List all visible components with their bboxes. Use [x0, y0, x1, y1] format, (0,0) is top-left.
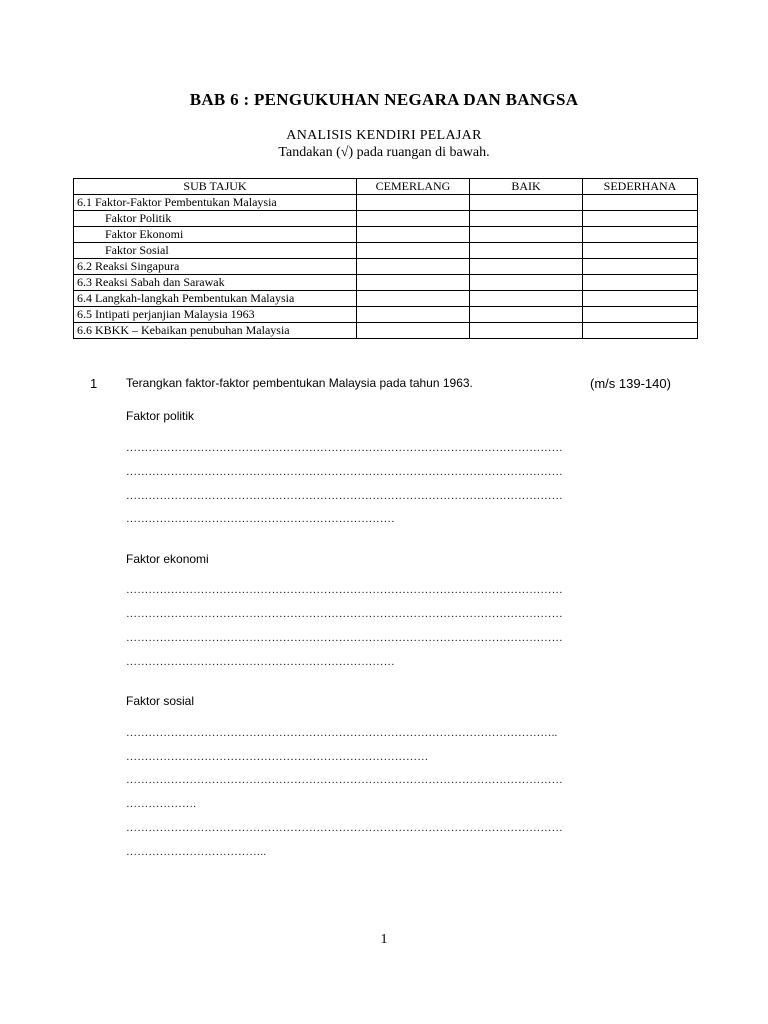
answer-line[interactable]: ………………………………………………………………	[126, 513, 395, 525]
cemerlang-cell[interactable]	[357, 195, 470, 211]
baik-cell[interactable]	[470, 307, 583, 323]
sederhana-cell[interactable]	[583, 227, 698, 243]
answer-line[interactable]: ………………………………………………………………………………………………………	[126, 608, 563, 620]
header-baik: BAIK	[470, 179, 583, 195]
row-label: 6.2 Reaksi Singapura	[74, 259, 357, 275]
row-label: 6.1 Faktor-Faktor Pembentukan Malaysia	[74, 195, 357, 211]
cemerlang-cell[interactable]	[357, 243, 470, 259]
row-label: 6.5 Intipati perjanjian Malaysia 1963	[74, 307, 357, 323]
table-row	[74, 323, 698, 339]
row-label: Faktor Ekonomi	[74, 227, 357, 243]
table-row	[74, 307, 698, 323]
question-text: Terangkan faktor-faktor pembentukan Malaysia pada tahun 1963.	[126, 376, 473, 390]
header-cemerlang: CEMERLANG	[357, 179, 470, 195]
table-row	[74, 227, 698, 243]
header-sederhana: SEDERHANA	[583, 179, 698, 195]
question-number: 1	[90, 376, 98, 391]
cemerlang-cell[interactable]	[357, 275, 470, 291]
answer-line[interactable]: ………………………………………………………………………………………………………	[126, 584, 563, 596]
sederhana-cell[interactable]	[583, 243, 698, 259]
baik-cell[interactable]	[470, 243, 583, 259]
cemerlang-cell[interactable]	[357, 323, 470, 339]
cemerlang-cell[interactable]	[357, 291, 470, 307]
sederhana-cell[interactable]	[583, 291, 698, 307]
cemerlang-cell[interactable]	[357, 307, 470, 323]
answer-line[interactable]: ………………………………………………………………………………………………………	[126, 442, 563, 454]
section-label-politik: Faktor politik	[126, 409, 195, 423]
page-reference: (m/s 139-140)	[590, 376, 671, 391]
baik-cell[interactable]	[470, 259, 583, 275]
answer-line[interactable]: ………………………………..	[126, 846, 267, 858]
sederhana-cell[interactable]	[583, 211, 698, 227]
table-row	[74, 275, 698, 291]
self-analysis-table	[73, 178, 698, 339]
row-label: 6.6 KBKK – Kebaikan penubuhan Malaysia	[74, 323, 357, 339]
sederhana-cell[interactable]	[583, 323, 698, 339]
table-row	[74, 259, 698, 275]
answer-line[interactable]: ……………………………………………………………………………………………………..	[126, 727, 558, 739]
section-label-sosial: Faktor sosial	[126, 694, 195, 708]
baik-cell[interactable]	[470, 211, 583, 227]
answer-line[interactable]: ……………….	[126, 798, 197, 810]
page-number: 1	[380, 932, 388, 947]
baik-cell[interactable]	[470, 227, 583, 243]
section-label-ekonomi: Faktor ekonomi	[126, 552, 209, 566]
answer-line[interactable]: ………………………………………………………………………………………………………	[126, 632, 563, 644]
sederhana-cell[interactable]	[583, 307, 698, 323]
answer-line[interactable]: ………………………………………………………………………………………………………	[126, 774, 563, 786]
table-row	[74, 291, 698, 307]
cemerlang-cell[interactable]	[357, 227, 470, 243]
answer-line[interactable]: ………………………………………………………………	[126, 656, 395, 668]
baik-cell[interactable]	[470, 195, 583, 211]
answer-line[interactable]: ………………………………………………………………………………………………………	[126, 490, 563, 502]
sederhana-cell[interactable]	[583, 195, 698, 211]
row-label: Faktor Sosial	[74, 243, 357, 259]
row-label: 6.4 Langkah-langkah Pembentukan Malaysia	[74, 291, 357, 307]
header-sub-tajuk: SUB TAJUK	[74, 179, 357, 195]
baik-cell[interactable]	[470, 323, 583, 339]
baik-cell[interactable]	[470, 291, 583, 307]
table-row	[74, 195, 698, 211]
answer-line[interactable]: ………………………………………………………………………………………………………	[126, 466, 563, 478]
row-label: Faktor Politik	[74, 211, 357, 227]
page-title: BAB 6 : PENGUKUHAN NEGARA DAN BANGSA	[189, 90, 579, 109]
instruction-text: Tandakan (√) pada ruangan di bawah.	[278, 145, 490, 160]
answer-line[interactable]: ………………………………………………………………………………………………………	[126, 822, 563, 834]
answer-line[interactable]: ………………………………………………………………………	[126, 751, 429, 763]
baik-cell[interactable]	[470, 275, 583, 291]
table-row	[74, 243, 698, 259]
sederhana-cell[interactable]	[583, 275, 698, 291]
table-header-row	[74, 179, 698, 195]
cemerlang-cell[interactable]	[357, 259, 470, 275]
cemerlang-cell[interactable]	[357, 211, 470, 227]
page-subtitle: ANALISIS KENDIRI PELAJAR	[286, 128, 482, 143]
table-row	[74, 211, 698, 227]
row-label: 6.3 Reaksi Sabah dan Sarawak	[74, 275, 357, 291]
sederhana-cell[interactable]	[583, 259, 698, 275]
